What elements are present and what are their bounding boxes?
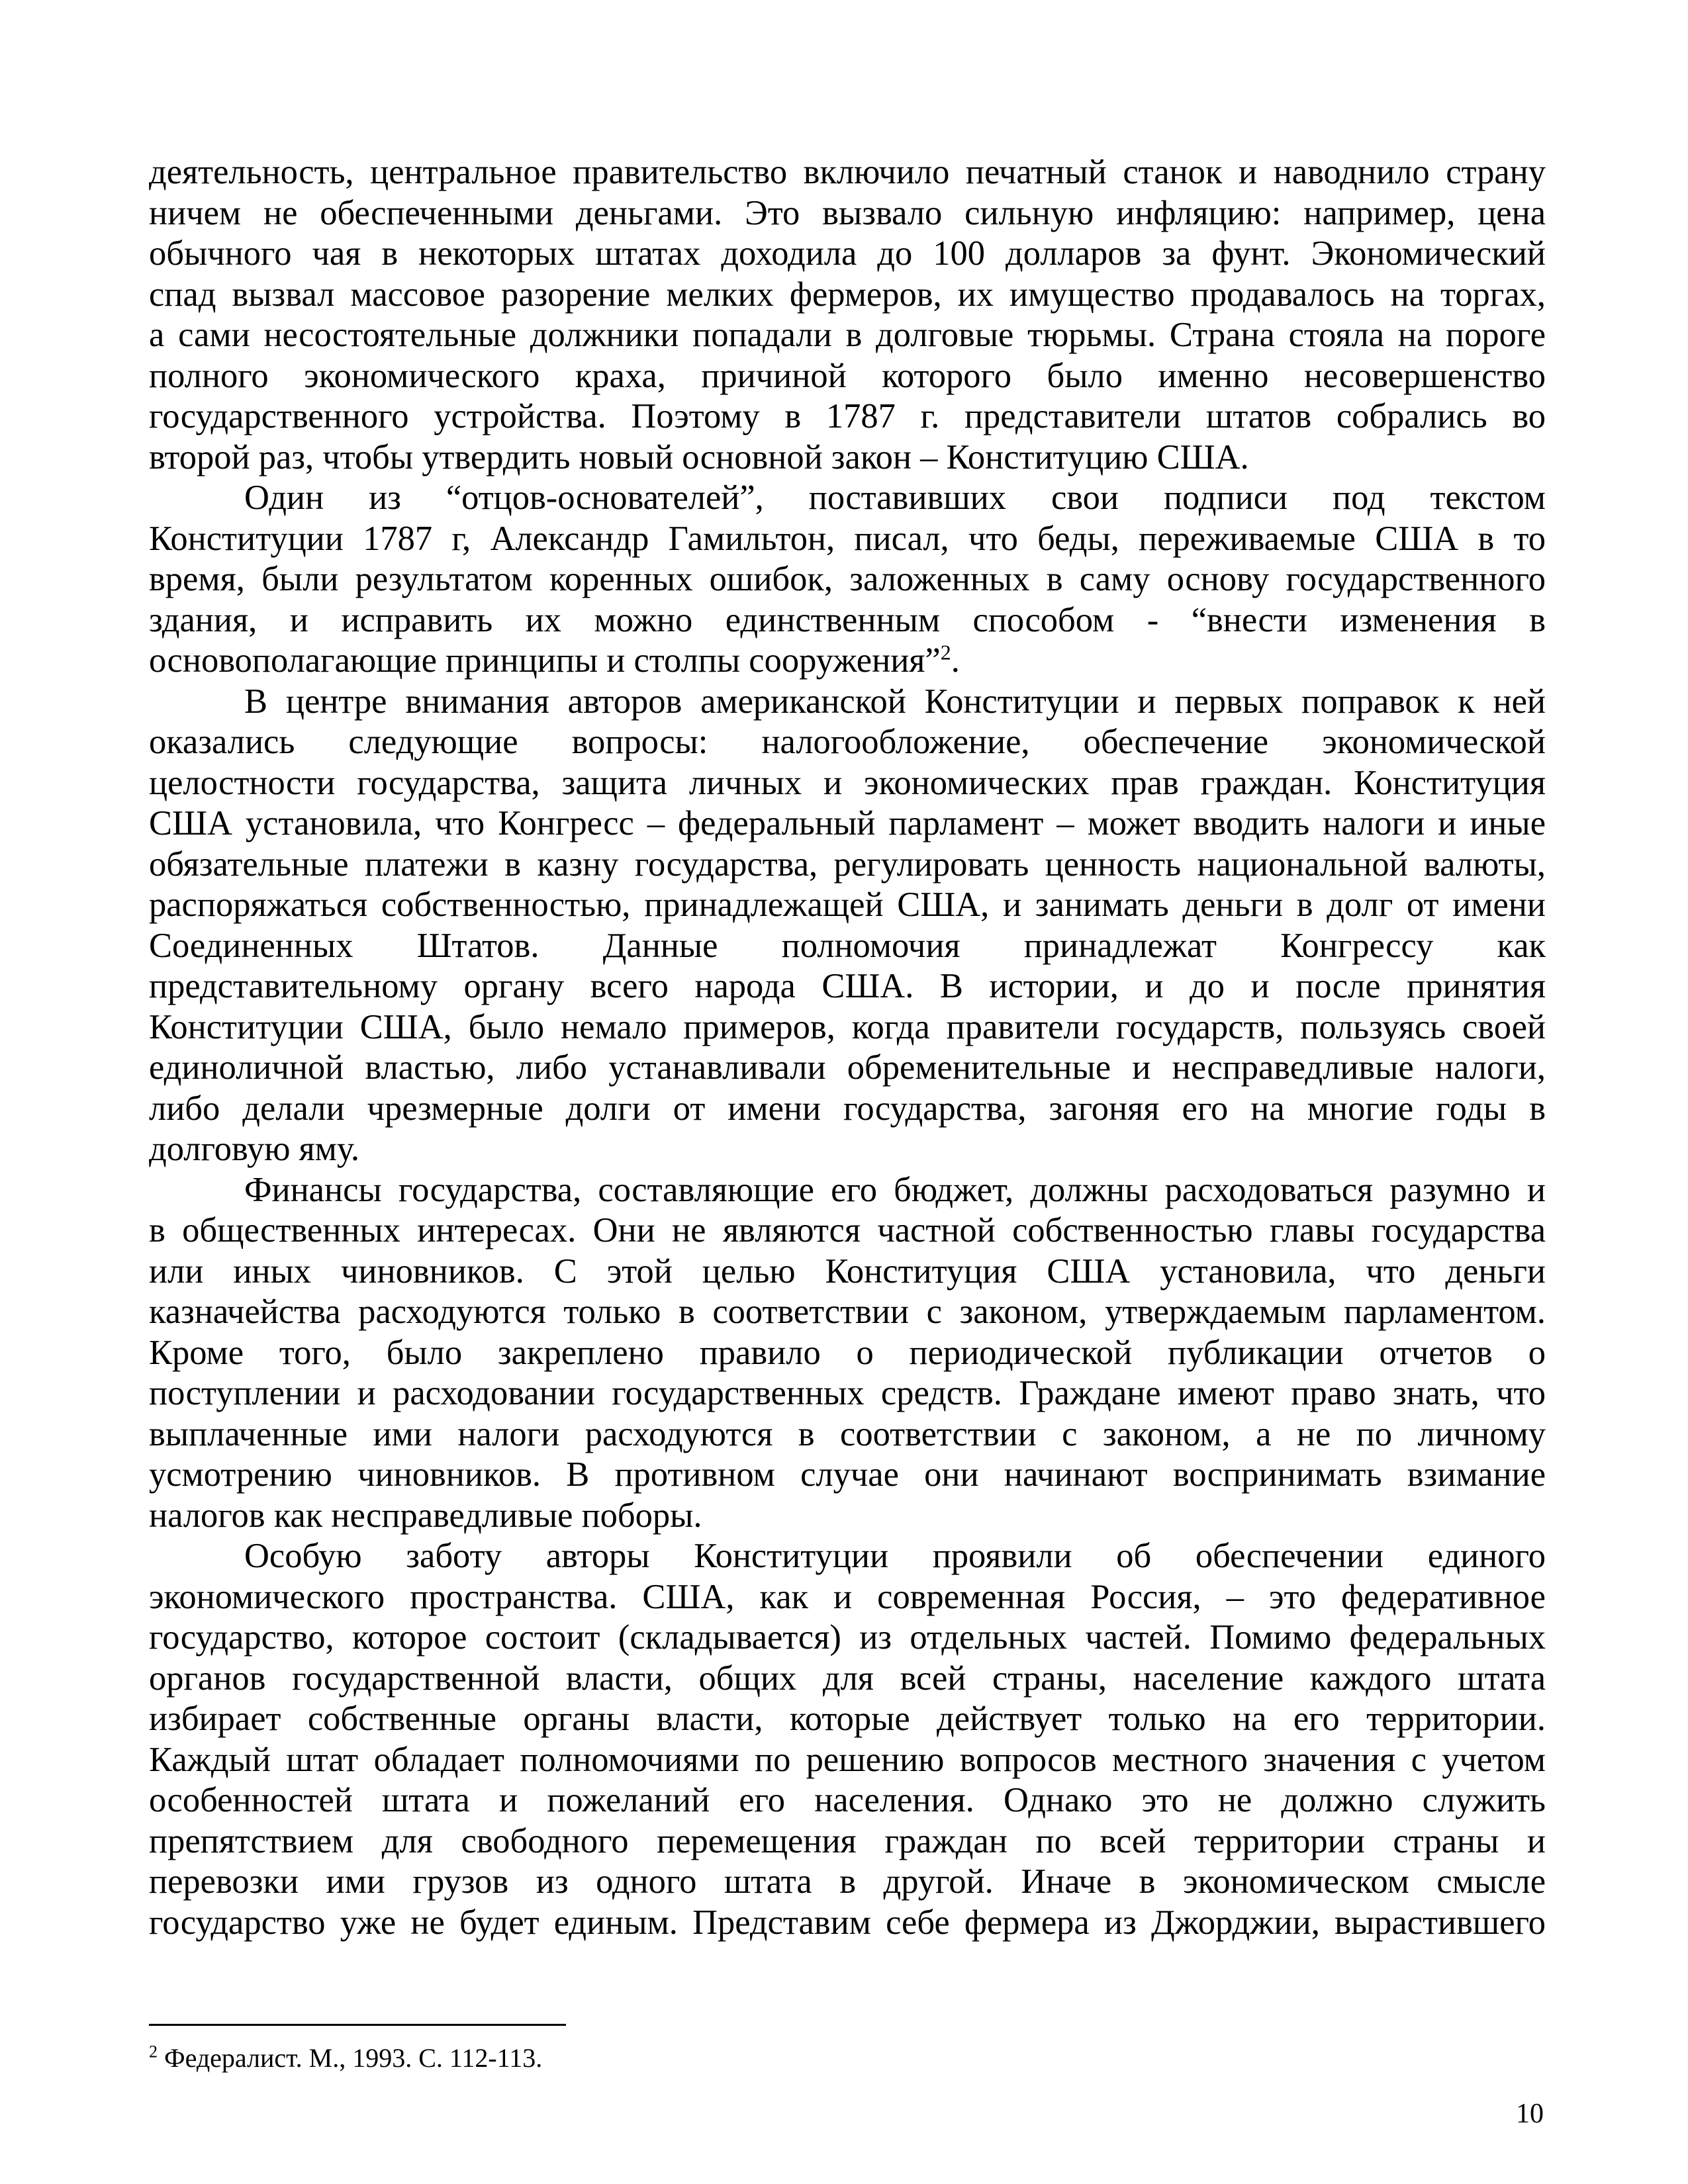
text-line: избирает собственные органы власти, которые действует только на его территории. xyxy=(149,1700,1546,1738)
text-line: Особую заботу авторы Конституции проявили об обеспечении единого xyxy=(244,1537,1546,1575)
text-line: в общественных интересах. Они не являются частной собственностью главы государства xyxy=(149,1211,1546,1250)
text-line: Соединенных Штатов. Данные полномочия принадлежат Конгрессу как xyxy=(149,926,1546,965)
text-line-with-footnote xyxy=(149,641,1546,682)
footnote xyxy=(149,2042,542,2074)
paragraph-5 xyxy=(149,1536,1546,1943)
text-line: государственного устройства. Поэтому в 1787 г. представители штатов собрались во xyxy=(149,397,1546,435)
text-segment: основополагающие принципы и столпы сооружения” xyxy=(149,641,941,680)
footnote-number: 2 xyxy=(149,2042,158,2062)
text-line: представительному органу всего народа США. В истории, и до и после принятия xyxy=(149,967,1546,1005)
text-line: Каждый штат обладает полномочиями по решению вопросов местного значения с учетом xyxy=(149,1740,1546,1779)
text-line: поступлении и расходовании государственных средств. Граждане имеют право знать, что xyxy=(149,1374,1546,1412)
text-line: государство уже не будет единым. Представим себе фермера из Джорджии, вырастившего xyxy=(149,1903,1546,1942)
text-line: время, были результатом коренных ошибок, заложенных в саму основу государственного xyxy=(149,560,1546,598)
text-line: Один из “отцов-основателей”, поставивших свои подписи под текстом xyxy=(244,478,1546,517)
text-line: препятствием для свободного перемещения граждан по всей территории страны и xyxy=(149,1821,1546,1860)
text-line: спад вызвал массовое разорение мелких фермеров, их имущество продавалось на торгах, xyxy=(149,275,1546,314)
text-line: здания, и исправить их можно единственным способом - “внести изменения в xyxy=(149,600,1546,639)
text-line: Конституции США, было немало примеров, когда правители государств, пользуясь своей xyxy=(149,1007,1546,1046)
text-line: распоряжаться собственностью, принадлежащей США, и занимать деньги в долг от имени xyxy=(149,886,1546,924)
text-line: либо делали чрезмерные долги от имени государства, загоняя его на многие годы в xyxy=(149,1089,1546,1128)
footnote-text: Федералист. М., 1993. С. 112-113. xyxy=(158,2043,543,2073)
paragraph-3 xyxy=(149,682,1546,1170)
paragraph-4 xyxy=(149,1170,1546,1537)
text-line: обязательные платежи в казну государства, регулировать ценность национальной валюты, xyxy=(149,844,1546,884)
document-body xyxy=(149,152,1546,1943)
page-number: 10 xyxy=(1516,2099,1544,2129)
paragraph-2 xyxy=(149,478,1546,682)
footnote-reference[interactable]: 2 xyxy=(940,640,951,664)
text-line: Финансы государства, составляющие его бюджет, должны расходоваться разумно и xyxy=(244,1170,1546,1209)
text-line: государство, которое состоит (складывается) из отдельных частей. Помимо федеральных xyxy=(149,1618,1546,1657)
text-line: а сами несостоятельные должники попадали в долговые тюрьмы. Страна стояла на пороге xyxy=(149,316,1546,354)
text-line: В центре внимания авторов американской Конституции и первых поправок к ней xyxy=(244,682,1546,721)
paragraph-1 xyxy=(149,152,1546,478)
text-line: долговую яму. xyxy=(149,1130,360,1168)
text-line: перевозки ими грузов из одного штата в другой. Иначе в экономическом смысле xyxy=(149,1862,1546,1901)
text-line: Конституции 1787 г, Александр Гамильтон, писал, что беды, переживаемые США в то xyxy=(149,519,1546,558)
text-line: деятельность, центральное правительство включило печатный станок и наводнило страну xyxy=(149,153,1546,191)
text-line: единоличной властью, либо устанавливали обременительные и несправедливые налоги, xyxy=(149,1048,1546,1087)
text-line: полного экономического краха, причиной которого было именно несовершенство xyxy=(149,356,1546,395)
text-line: ничем не обеспеченными деньгами. Это вызвало сильную инфляцию: например, цена xyxy=(149,193,1546,232)
text-line: целостности государства, защита личных и экономических прав граждан. Конституция xyxy=(149,763,1546,802)
text-line: усмотрению чиновников. В противном случае они начинают воспринимать взимание xyxy=(149,1455,1546,1494)
text-line: оказались следующие вопросы: налогообложение, обеспечение экономической xyxy=(149,723,1546,761)
footnote-divider xyxy=(149,2024,566,2026)
text-line: Кроме того, было закреплено правило о периодической публикации отчетов о xyxy=(149,1333,1546,1372)
text-line: налогов как несправедливые поборы. xyxy=(149,1496,702,1535)
text-line: второй раз, чтобы утвердить новый основной закон – Конституцию США. xyxy=(149,437,1249,477)
text-line: казначейства расходуются только в соответствии с законом, утверждаемым парламентом. xyxy=(149,1293,1546,1331)
text-line: особенностей штата и пожеланий его населения. Однако это не должно служить xyxy=(149,1781,1546,1819)
text-line: органов государственной власти, общих для всей страны, население каждого штата xyxy=(149,1659,1546,1698)
text-line: выплаченные ими налоги расходуются в соответствии с законом, а не по личному xyxy=(149,1414,1546,1453)
text-line: США установила, что Конгресс – федеральный парламент – может вводить налоги и иные xyxy=(149,804,1546,842)
text-segment: . xyxy=(951,641,960,680)
text-line: или иных чиновников. С этой целью Конституция США установила, что деньги xyxy=(149,1251,1546,1291)
text-line: экономического пространства. США, как и современная Россия, – это федеративное xyxy=(149,1577,1546,1616)
text-line: обычного чая в некоторых штатах доходила до 100 долларов за фунт. Экономический xyxy=(149,234,1546,273)
